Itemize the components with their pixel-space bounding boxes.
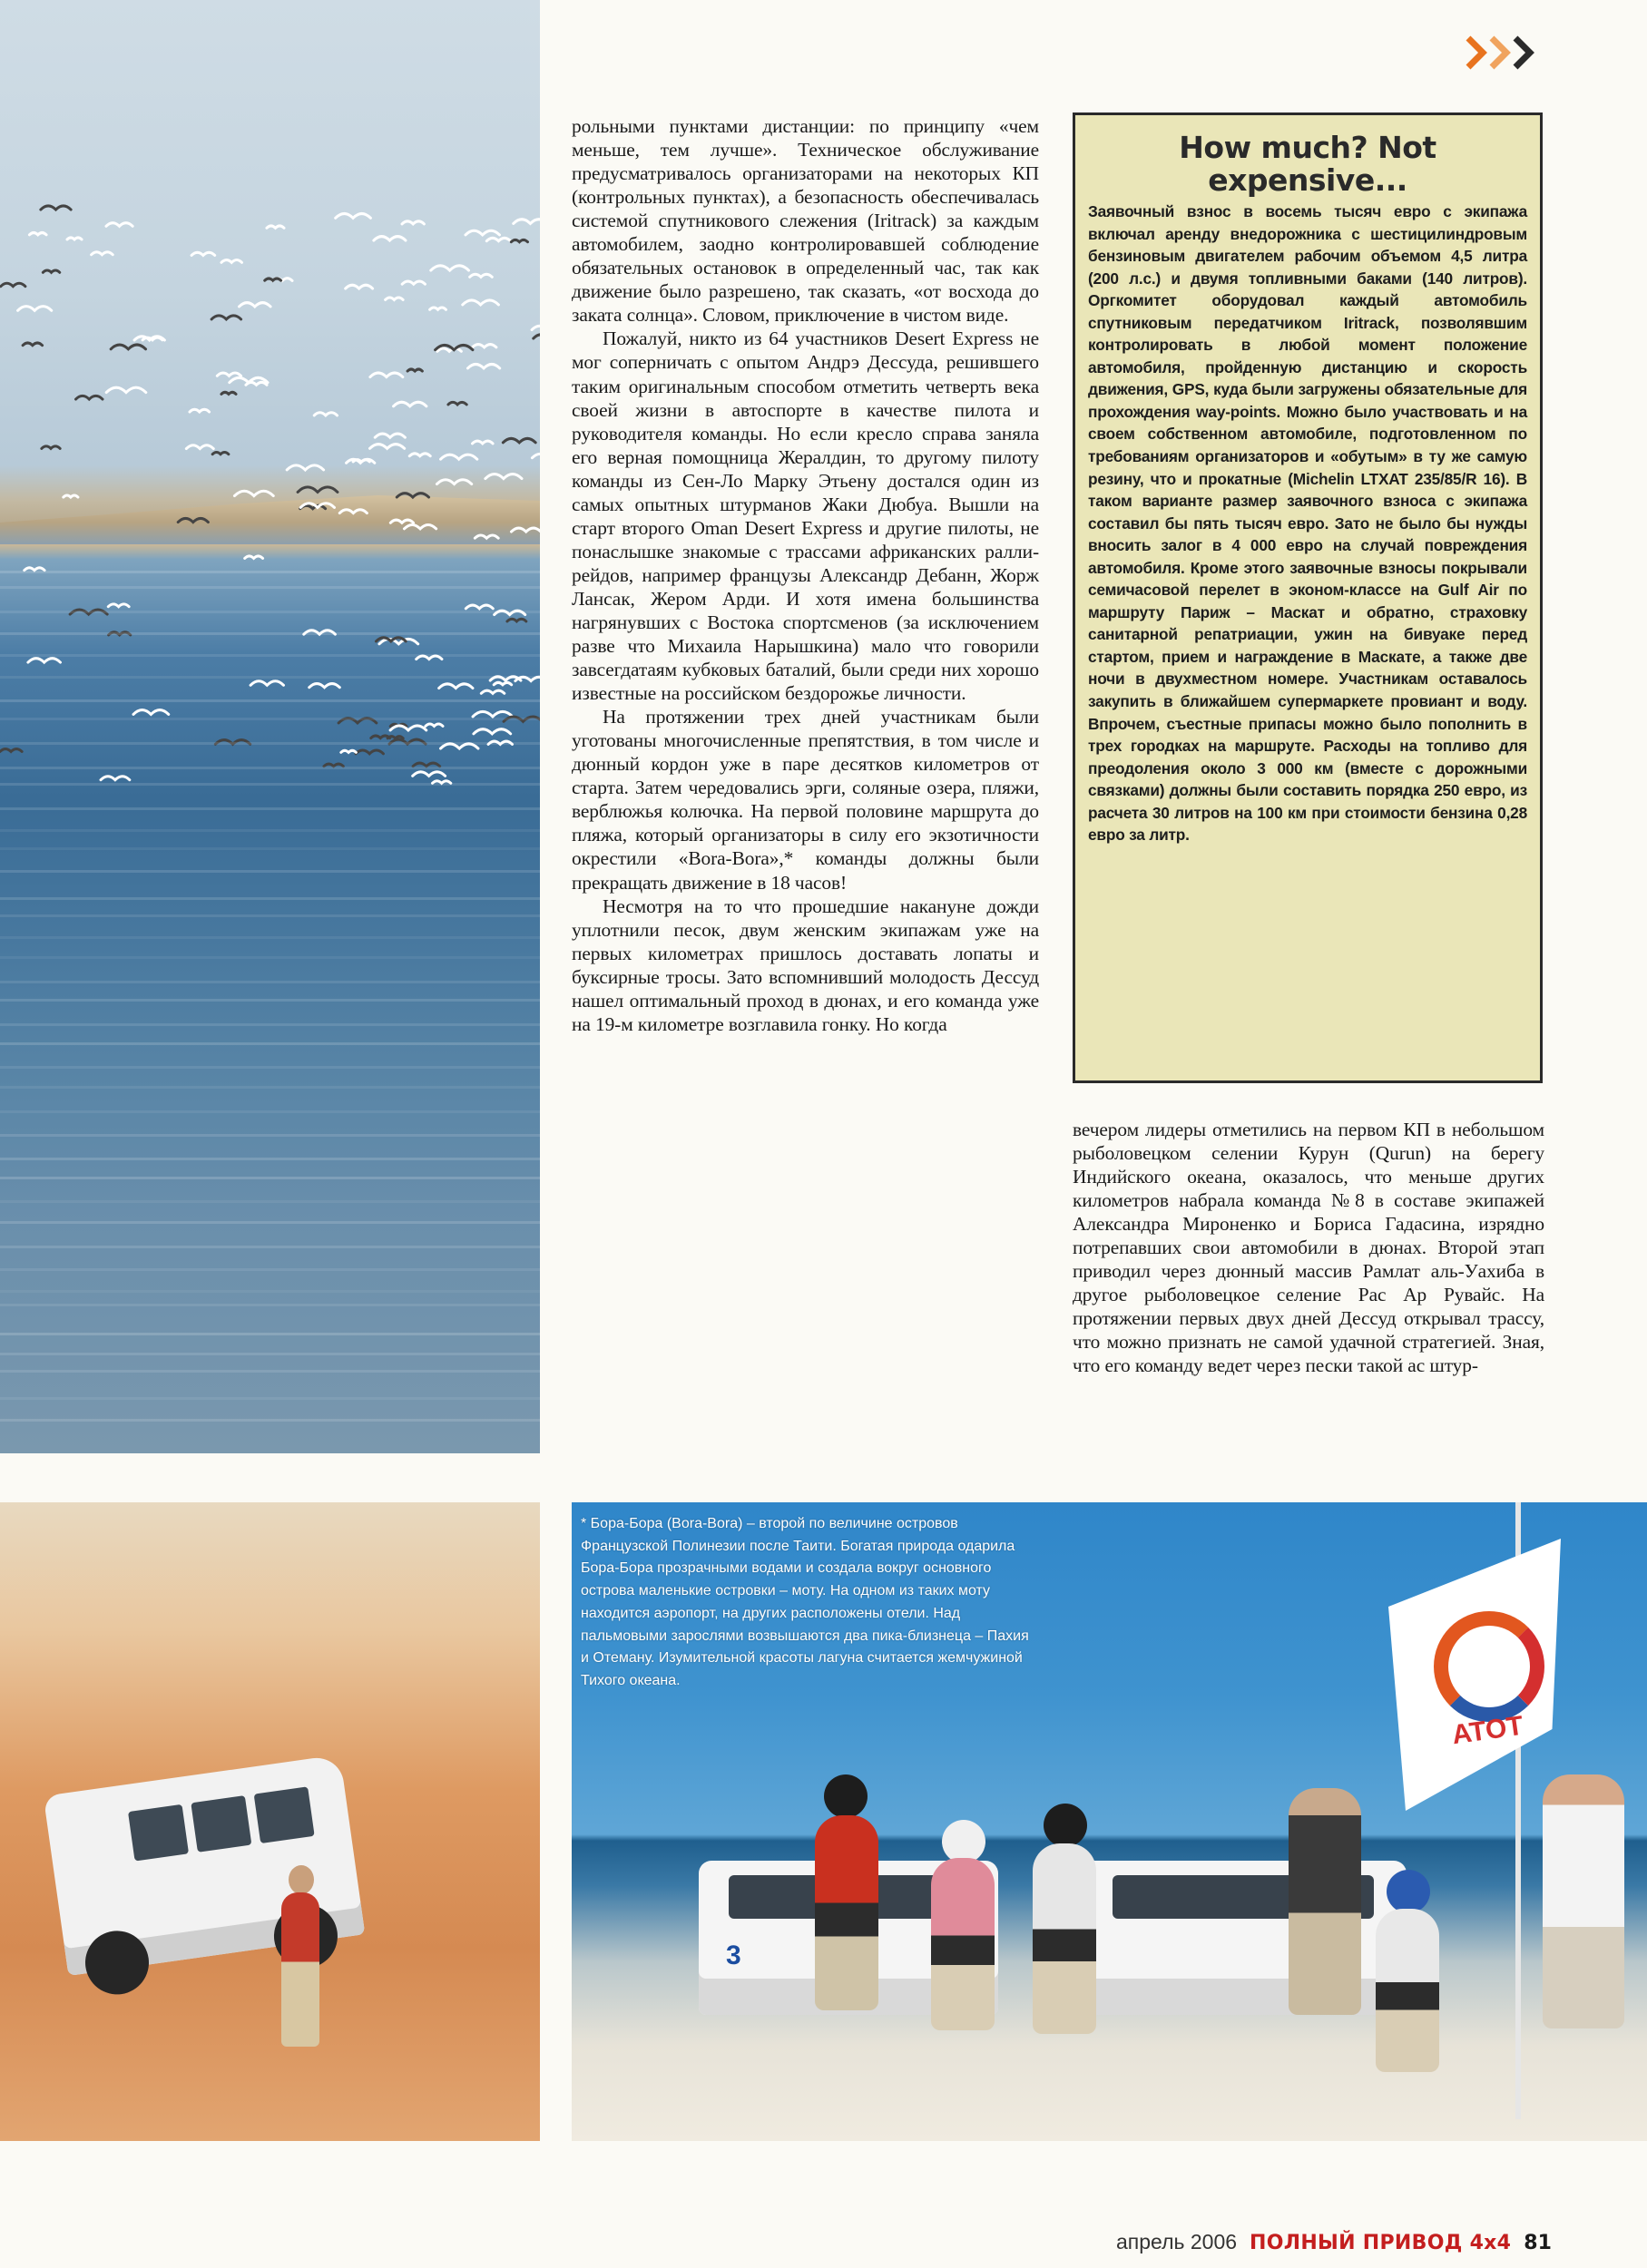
bird [390, 726, 426, 730]
bird [339, 510, 367, 513]
bird [474, 729, 511, 734]
bird [511, 240, 527, 241]
bird [211, 316, 240, 319]
helmet [1387, 1870, 1430, 1913]
bird [18, 307, 52, 311]
photo-sea-birds [0, 0, 540, 1453]
footnote-caption: * Бора-Бора (Bora-Bora) – второй по величине островов Французской Полинезии после Таити. Богатая природа одарила Бора-Бора прозрачными водами и создала вокруг основного острова маленькие островки – моту. На одном из таких моту находится аэропорт, на других расположены отели. Над пальмовыми зарослями возвышаются два пика-близнеца – Пахия и Отеману. Изумительной красоты лагуна считается жемчужиной Тихого океана. [581, 1516, 1029, 1688]
wave-line [0, 611, 540, 613]
wave-line [0, 742, 540, 745]
bird [413, 772, 446, 776]
bird [1, 283, 25, 286]
bird [473, 711, 513, 716]
wave-line [0, 870, 540, 873]
bird [486, 238, 510, 240]
photo-jeep-dunes [0, 1502, 540, 2141]
wave-line [0, 956, 540, 959]
bird [234, 491, 273, 495]
wave-line [0, 847, 540, 850]
bird [386, 298, 404, 299]
wave-line [0, 1268, 540, 1271]
bird [413, 763, 439, 767]
article-paragraph: Несмотря на то что прошедшие накануне дожди уплотнили песок, двум женским экипажам уже на первых километрах пришлось доставать лопаты и буксирные тросы. Зато вспомнивший молодость Дессуд нашел оптимальный проход в дюнах, и его команда уже на 19-м километре возглавила гонку. Но когда [572, 894, 1039, 1035]
wave-line [0, 783, 540, 786]
bird [370, 445, 405, 449]
wave-line [0, 676, 540, 679]
bird [503, 438, 535, 442]
birds-flock [0, 0, 540, 1453]
bird [494, 682, 511, 684]
jeep-window [128, 1804, 189, 1862]
spectator [1289, 1788, 1361, 2015]
bird [532, 454, 540, 457]
sidebar-title: How much? Not expensive... [1179, 130, 1436, 198]
article-paragraph: вечером лидеры отметились на первом КП в небольшом рыболовецком селении Курун (Qurun) на берегу Индийского океана, оказалось, что меньше других километров набрала команда №8 в составе экипажей Александра Мироненко и Бориса Гадасина, изрядно потрепавших свои автомобили в дюнах. Второй этап приводил через дюнный массив Рамлат аль-Уахиба в другое рыболовецкое селение Рас Ар Рувайс. На протяжении первых двух дней Дессуд открывал трассу, что можно признать не самой удачной стратегией. Зная, что его команду ведет через пески такой ас штур- [1073, 1119, 1544, 1377]
bird [511, 528, 540, 532]
bird [92, 252, 113, 255]
helmet [824, 1774, 868, 1818]
wave-line [0, 654, 540, 657]
spectator [1543, 1774, 1624, 2028]
wave-line [0, 914, 540, 917]
bird [76, 396, 103, 399]
bird [190, 409, 210, 412]
jeep-window [191, 1795, 251, 1853]
helmet [1044, 1804, 1087, 1847]
bird [106, 223, 132, 227]
bird [67, 238, 82, 240]
issue-date: апрель 2006 [1116, 2230, 1238, 2253]
wave-line [0, 999, 540, 1002]
wave-line [0, 1158, 540, 1160]
bird [439, 684, 473, 689]
bird [101, 777, 130, 780]
wave-line [0, 1023, 540, 1026]
page-footer [1116, 2230, 1552, 2261]
wave-line [0, 897, 540, 900]
flag-logo [1434, 1611, 1544, 1722]
runner [1033, 1843, 1096, 2034]
wave-line [0, 936, 540, 939]
bird [111, 345, 145, 349]
bird [245, 556, 263, 558]
bird [336, 214, 371, 219]
bird [473, 441, 494, 444]
bird [23, 343, 42, 346]
bird [448, 402, 466, 405]
wave-line [0, 981, 540, 983]
wave-line [0, 1177, 540, 1179]
bird [532, 326, 540, 329]
wave-line [0, 1200, 540, 1203]
bird [485, 474, 522, 479]
bird [221, 260, 242, 263]
bird [514, 220, 540, 224]
helmet [942, 1820, 985, 1863]
bird [309, 684, 340, 688]
bird [0, 748, 22, 751]
bird [390, 520, 413, 523]
bird [466, 230, 500, 235]
magazine-name: ПОЛНЫЙ ПРИВОД 4x4 [1250, 2232, 1512, 2254]
bird [324, 764, 343, 767]
bird [41, 206, 71, 210]
bird [106, 387, 146, 392]
wave-line [0, 1246, 540, 1248]
wave-line [0, 699, 540, 702]
wave-line [0, 767, 540, 769]
runner [815, 1815, 878, 2010]
bird [346, 285, 373, 288]
article-paragraph: рольными пунктами дистанции: по принципу «чем меньше, тем лучше». Техническое обслуживание предусматривалось организаторами на некоторых КП (контрольных пунктах), а безопасность обеспечивалась системой спутникового слежения (Iritrack) за каждым автомобилем, заодно контролировавшей соблюдение обязательных остановок в определенный час, так как движение было разрешено, так сказать, «от восхода до заката солнца». Словом, приключение в чистом виде. [572, 115, 1039, 327]
bird [267, 226, 284, 228]
wave-line [0, 1304, 540, 1306]
wave-line [0, 1110, 540, 1113]
bird [178, 518, 208, 522]
wave-line [0, 586, 540, 589]
wave-line [0, 1221, 540, 1224]
article-paragraph: На протяжении трех дней участникам были уготованы многочисленные препятствия, в том числе и дюнный кордон уже в паре десятков километров от старта. Затем чередовались эрги, соляные озера, пляжи, верблюжья колючка. На первой половине маршрута до пляжа, который организаторы в силу его экзотичности окрестили «Bora-Bora»,* команды должны были прекращать движение в 18 часов! [572, 706, 1039, 894]
chevron-right-triple-icon [1463, 34, 1544, 71]
person [281, 1892, 319, 2047]
wave-line [0, 1397, 540, 1400]
bird [42, 446, 60, 449]
bird [463, 300, 499, 305]
wave-line [0, 807, 540, 810]
bird [265, 279, 281, 280]
bird [246, 382, 267, 385]
bird [29, 233, 46, 235]
sidebar-body: Заявочный взнос в восемь тысяч евро с экипажа включал аренду внедорожника с шестицилиндровым бензиновым двигателем рабочим объемом 4,5 литра (200 л.с.) и двумя топливными баками (140 литров). Оргкомитет оборудовал каждый автомобиль спутниковым передатчиком Iritrack, позволявшим контролировать в любой момент положение автомобиля, пройденную дистанцию и скорость движения, GPS, куда были загружены обязательные для прохождения way-points. Можно было участвовать и на своем собственном автомобиле, подготовленном по требованиям организаторов и «обутым» в ту же самую резину, что и прокатные (Michelin LTXAT 235/85/R 16). В таком варианте размер заявочного взноса с экипажа составил бы пять тысяч евро. Зато не было бы нужды вносить залог в 4 000 евро на случай повреждения автомобиля. Кроме этого заявочные взносы покрывали семичасовой перелет в эконом-классе на Gulf Air по маршруту Париж – Маскат и обратно, страховку санитарной репатриации, ужин на бивуаке перед стартом, прием и награждение в Маскате, а также две ночи в двухместном номере. Участникам оставалось закупить в ближайшем супермаркете провиант и воду. Впрочем, съестные припасы можно было пополнить в трех городках на маршруте. Расходы на топливо для преодоления около 3 000 км (вместе с дорожными связками) должны были составить порядка 250 евро, из расчета 30 литров на 100 км при стоимости бензина 0,28 евро за литр. [1088, 202, 1527, 845]
bird [431, 266, 469, 270]
bird [217, 373, 240, 376]
bird [212, 452, 229, 454]
bird [186, 445, 213, 449]
bird [402, 281, 425, 284]
bird [28, 659, 61, 662]
article-paragraph: Пожалуй, никто из 64 участников Desert Express не мог соперничать с опытом Андрэ Дессуда, решившего таким оригинальным способом отметить четверть века своей жизни в автоспорте в качестве пилота и руководителя команды. Но если кресло справа заняла его верная помощница Жералдин, то другому пилоту команды из Сен-Ло Марку Этьену достался один из самых опытных штурманов Жаки Дюбуа. Вышли на старт второго Oman Desert Express и другие пилоты, не понаслышке знакомые с трассами африканских ралли-рейдов, например французы Александр Дебанн, Жорж Лансак, Жером Арди. И хотя имена большинства нагрянувших с Востока спортсменов (за исключением разве что Михаила Нарышкина) мало что говорили завсегдатаям кубковых баталий, были среди них хорошо известные на российском бездорожье личности. [572, 327, 1039, 705]
bird [467, 364, 499, 367]
wave-line [0, 1086, 540, 1089]
bird [287, 465, 323, 470]
article-column-right [1073, 1118, 1544, 1378]
bird [430, 308, 446, 309]
wave-line [0, 571, 540, 573]
sidebar-box [1073, 112, 1543, 1083]
bird [298, 487, 338, 492]
bird [374, 237, 406, 240]
runner [931, 1858, 995, 2030]
wave-line [0, 829, 540, 832]
bird [370, 373, 403, 376]
wave-line [0, 632, 540, 635]
wave-line [0, 1042, 540, 1045]
bird [407, 369, 422, 371]
article-column-middle [572, 114, 1039, 1036]
bird [472, 345, 495, 347]
wave-line [0, 1333, 540, 1335]
jeep-window [254, 1786, 315, 1843]
bird [436, 480, 471, 484]
bird [379, 639, 418, 643]
bird [426, 724, 443, 726]
page-number: 81 [1524, 2232, 1552, 2254]
bird [441, 455, 477, 459]
bird [64, 495, 78, 497]
bird [437, 348, 461, 351]
flag-text: ATOT [1450, 1710, 1525, 1751]
bird [475, 535, 498, 538]
bird [409, 454, 430, 456]
bird [314, 413, 337, 415]
bird [341, 750, 357, 752]
bird [394, 402, 426, 406]
bird [466, 605, 493, 609]
person-head [289, 1865, 314, 1894]
bird [221, 392, 236, 394]
bird [402, 221, 424, 224]
bird [356, 750, 383, 754]
bird [375, 434, 405, 437]
wave-line [0, 1419, 540, 1422]
bird [191, 252, 215, 255]
wave-line [0, 1290, 540, 1293]
bird [43, 270, 59, 272]
car-number: 3 [726, 1941, 741, 1970]
wave-line [0, 718, 540, 720]
wave-line [0, 1370, 540, 1373]
bird [240, 303, 271, 307]
bird [250, 681, 283, 686]
bird [133, 710, 169, 715]
bird [397, 494, 428, 497]
wave-line [0, 1353, 540, 1355]
wave-line [0, 1066, 540, 1069]
bird [470, 274, 493, 277]
bird [108, 604, 129, 607]
bird [507, 619, 526, 621]
bird [404, 524, 436, 528]
jeep-wheel [81, 1927, 152, 1999]
wave-line [0, 1134, 540, 1137]
runner [1376, 1909, 1439, 2072]
bird [481, 690, 504, 693]
bird [534, 335, 540, 338]
